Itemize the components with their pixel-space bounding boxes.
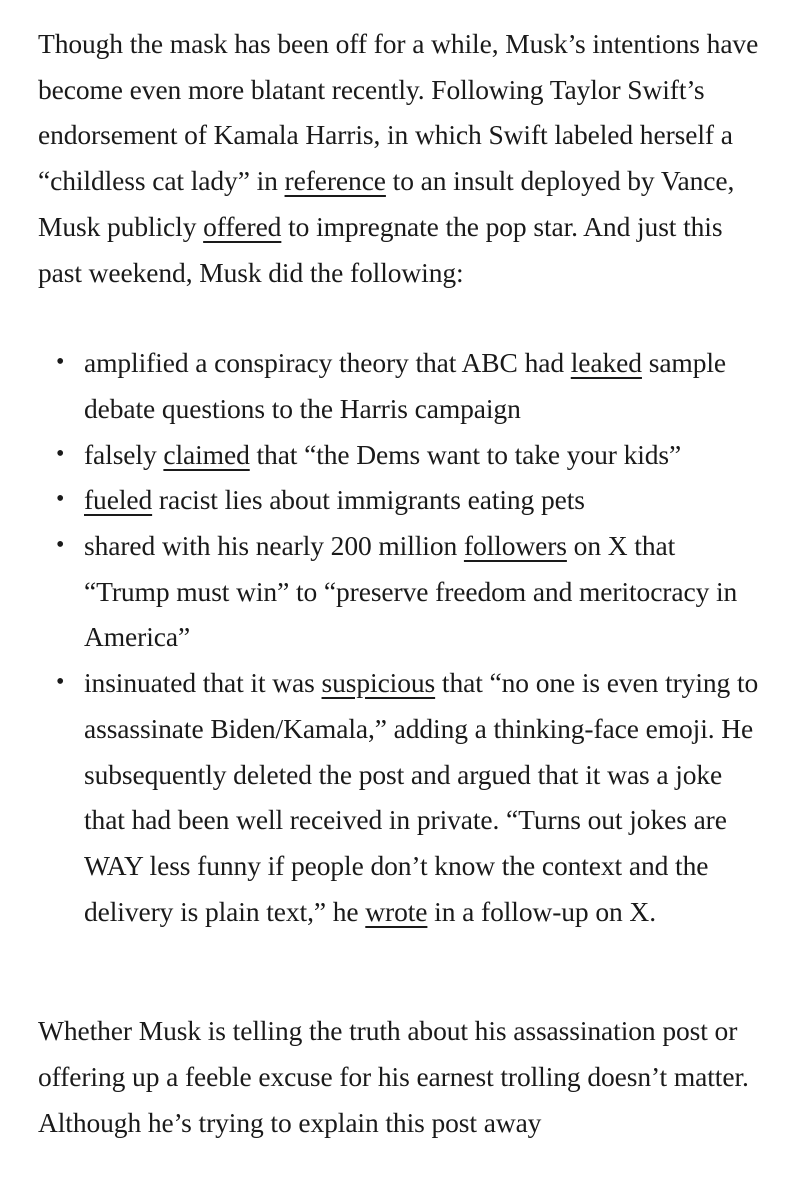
list-item-text: that “the Dems want to take your kids” xyxy=(249,438,682,470)
list-item-claimed xyxy=(84,432,766,478)
fueled-link[interactable]: fueled xyxy=(84,484,153,516)
list-item-fueled xyxy=(84,477,766,523)
wrote-link[interactable]: wrote xyxy=(365,895,428,927)
claimed-link[interactable]: claimed xyxy=(163,438,250,470)
offered-link[interactable]: offered xyxy=(203,210,282,242)
intro-text-1: Though the mask has been off for a while, Musk’s intentions have become even more blatant recently. Following Taylor Swift’s endorsement of Kamala Harris, in which Swift labeled herself a “childless cat lady” in xyxy=(38,28,759,197)
list-item-text: racist lies about immigrants eating pets xyxy=(152,484,585,516)
closing-paragraph: Whether Musk is telling the truth about his assassination post or offering up a feeble excuse for his earnest trolling doesn’t matter. Although he’s trying to explain this post away xyxy=(38,1015,749,1138)
intro-text-3: to impregnate the pop star. And just this past weekend, Musk did the following: xyxy=(38,210,723,288)
list-item-text: amplified a conspiracy theory that ABC had xyxy=(84,347,571,379)
list-item-text: falsely xyxy=(84,438,164,470)
intro-paragraph xyxy=(38,21,766,295)
list-item-leaked xyxy=(84,340,766,431)
list-item-text: sample debate questions to the Harris campaign xyxy=(84,347,727,424)
list-item-followers xyxy=(84,523,766,660)
reference-link[interactable]: reference xyxy=(284,165,386,197)
list-item-text: in a follow-up on X. xyxy=(427,895,656,927)
leaked-link[interactable]: leaked xyxy=(570,347,642,379)
followers-link[interactable]: followers xyxy=(463,530,567,562)
list-item-text: that “no one is even trying to assassinate Biden/Kamala,” adding a thinking-face emoji. He subsequently deleted the post and argued that it was a joke that had been well received in private. “Turns out jokes are WAY less funny if people don’t know the context and the delivery is plain text,” he xyxy=(84,667,759,927)
suspicious-link[interactable]: suspicious xyxy=(321,667,436,699)
list-item-suspicious xyxy=(84,660,766,934)
list-item-text: insinuated that it was xyxy=(84,667,322,699)
actions-list xyxy=(38,340,766,934)
list-item-text: shared with his nearly 200 million xyxy=(84,530,464,562)
list-item-text: on X that “Trump must win” to “preserve freedom and meritocracy in America” xyxy=(84,530,738,653)
intro-text-2: to an insult deployed by Vance, Musk publicly xyxy=(38,165,735,242)
article-body xyxy=(38,21,766,1145)
